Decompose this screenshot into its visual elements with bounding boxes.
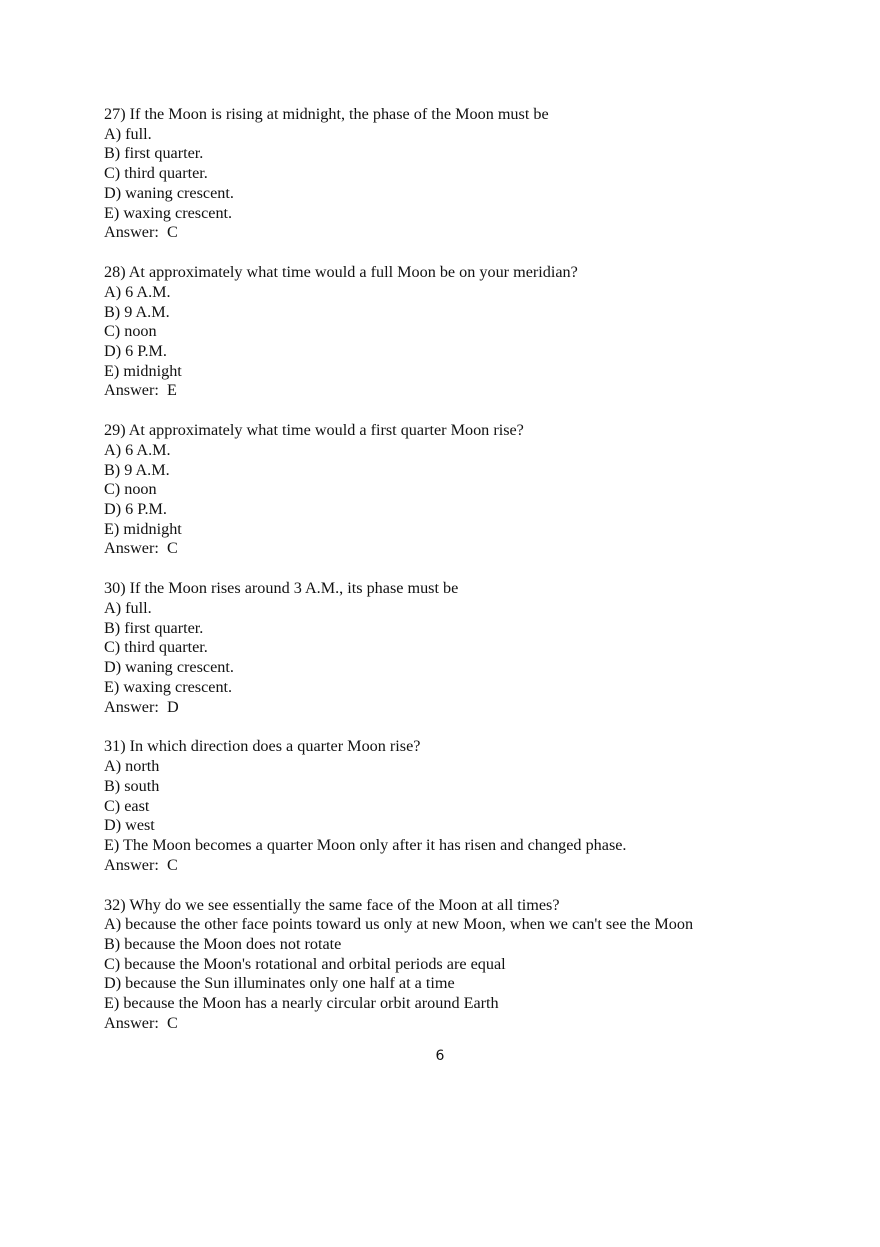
option-a: A) north xyxy=(104,757,160,776)
option-c: C) east xyxy=(104,796,150,815)
question-32 xyxy=(104,896,824,1034)
option-d: D) because the Sun illuminates only one half at a time xyxy=(104,974,455,993)
question-29 xyxy=(104,421,824,559)
option-c: C) because the Moon's rotational and orbital periods are equal xyxy=(104,954,506,973)
question-prompt: 27) If the Moon is rising at midnight, the phase of the Moon must be xyxy=(104,105,549,123)
option-d: D) 6 P.M. xyxy=(104,341,167,360)
option-e: E) midnight xyxy=(104,361,182,380)
option-c: C) noon xyxy=(104,480,157,499)
option-e: E) The Moon becomes a quarter Moon only after it has risen and changed phase. xyxy=(104,835,627,854)
question-prompt: 29) At approximately what time would a first quarter Moon rise? xyxy=(104,421,524,440)
option-b: B) 9 A.M. xyxy=(104,460,170,479)
option-b: B) south xyxy=(104,776,160,795)
answer-line: Answer: C xyxy=(104,1013,178,1032)
option-c: C) third quarter. xyxy=(104,638,208,657)
question-27 xyxy=(104,105,824,243)
document-body xyxy=(104,105,824,1054)
option-c: C) third quarter. xyxy=(104,164,208,183)
question-31 xyxy=(104,737,824,875)
page-number: 6 xyxy=(435,1048,445,1064)
option-e: E) waxing crescent. xyxy=(104,677,233,696)
option-b: B) first quarter. xyxy=(104,144,204,163)
question-28 xyxy=(104,263,824,401)
option-a: A) full. xyxy=(104,124,152,143)
option-b: B) 9 A.M. xyxy=(104,302,170,321)
option-e: E) waxing crescent. xyxy=(104,203,233,222)
answer-line: Answer: E xyxy=(104,381,177,400)
option-d: D) waning crescent. xyxy=(104,658,234,677)
option-d: D) waning crescent. xyxy=(104,183,234,202)
option-e: E) because the Moon has a nearly circular orbit around Earth xyxy=(104,994,499,1013)
option-e: E) midnight xyxy=(104,519,182,538)
option-d: D) 6 P.M. xyxy=(104,500,167,519)
answer-line: Answer: C xyxy=(104,539,178,558)
question-prompt: 30) If the Moon rises around 3 A.M., its phase must be xyxy=(104,579,459,598)
option-c: C) noon xyxy=(104,322,157,341)
option-a: A) because the other face points toward us only at new Moon, when we can't see the Moon xyxy=(104,915,694,934)
answer-line: Answer: C xyxy=(104,223,178,242)
option-b: B) first quarter. xyxy=(104,618,204,637)
question-prompt: 32) Why do we see essentially the same face of the Moon at all times? xyxy=(104,895,560,914)
answer-line: Answer: C xyxy=(104,855,178,874)
question-prompt: 31) In which direction does a quarter Moon rise? xyxy=(104,737,421,756)
option-a: A) 6 A.M. xyxy=(104,440,171,459)
option-a: A) full. xyxy=(104,599,152,618)
question-prompt: 28) At approximately what time would a full Moon be on your meridian? xyxy=(104,263,578,282)
answer-line: Answer: D xyxy=(104,697,179,716)
option-a: A) 6 A.M. xyxy=(104,282,171,301)
option-d: D) west xyxy=(104,816,155,835)
question-30 xyxy=(104,579,824,717)
option-b: B) because the Moon does not rotate xyxy=(104,934,342,953)
